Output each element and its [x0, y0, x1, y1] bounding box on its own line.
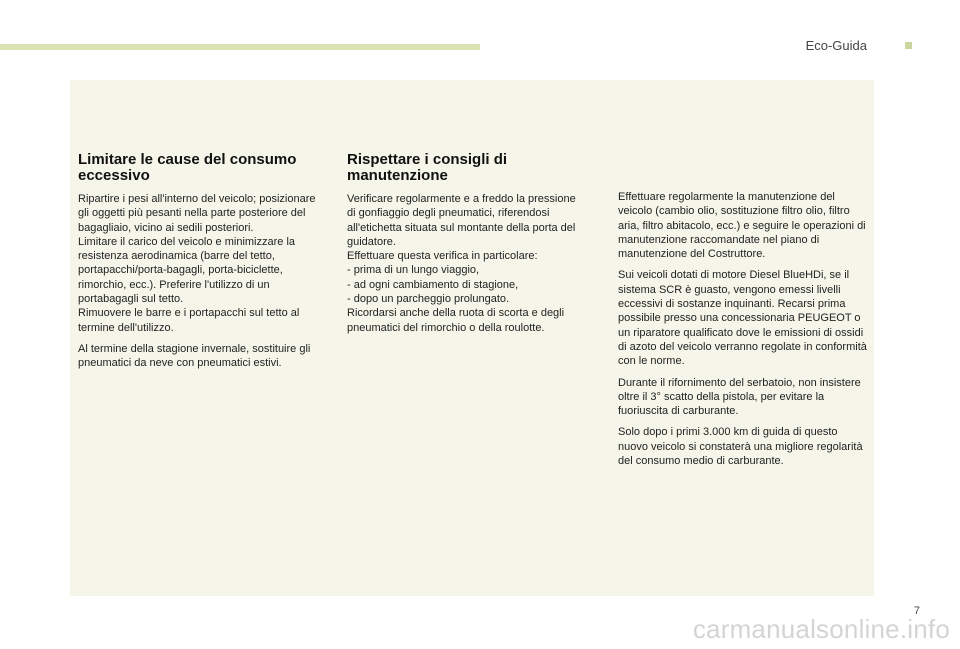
- text-refuelling: Durante il rifornimento del serbatoio, non insistere oltre il 3° scatto della pistola, per evitare la fuoriuscita di carburante.: [618, 376, 861, 418]
- header-accent-bar: [0, 44, 480, 50]
- text-break-in: Solo dopo i primi 3.000 km di guida di questo nuovo veicolo si constaterà una migliore regolarità del consumo medio di carburante.: [618, 426, 863, 468]
- heading-maintenance: Rispettare i consigli di manutenzione: [347, 151, 508, 184]
- paragraph: [78, 192, 328, 335]
- text-remove-bars: Rimuovere le barre e i portapacchi sul tetto al termine dell'utilizzo.: [78, 307, 300, 334]
- text-regular-service: Effettuare regolarmente la manutenzione del veicolo (cambio olio, sostituzione filtro olio, filtro aria, filtro abitacolo, ecc.) e seguire le operazioni di manutenzione raccomandate nel piano di manutenzione del Costruttore.: [618, 191, 866, 261]
- text-winter-tyres: Al termine della stagione invernale, sostituire gli pneumatici da neve con pneumatici estivi.: [78, 342, 311, 370]
- text-scr-system: Sui veicoli dotati di motore Diesel BlueHDi, se il sistema SCR è guasto, vengono emessi livelli eccessivi di sostanze inquinanti. Recarsi prima possibile presso una concessionaria PEUGEOT o un riparatore qualificato dove le emissioni di ossidi di azoto del veicolo verranno regolate in conformità con le norme.: [618, 269, 867, 368]
- list-item: - dopo un parcheggio prolungato.: [347, 293, 510, 306]
- text-check-when: Effettuare questa verifica in particolare:: [347, 250, 538, 263]
- heading-consumption: Limitare le cause del consumo eccessivo: [78, 151, 297, 184]
- paragraph: [347, 192, 579, 335]
- column-maintenance: [347, 152, 579, 342]
- text-spare-wheel: Ricordarsi anche della ruota di scorta e degli pneumatici del rimorchio o della roulotte.: [347, 307, 565, 334]
- text-weight-distribution: Ripartire i pesi all'interno del veicolo; posizionare gli oggetti più pesanti nella parte posteriore del bagagliaio, vicino ai sedili posteriori.: [78, 193, 316, 234]
- text-load-limit: Limitare il carico del veicolo e minimizzare la resistenza aerodinamica (barre del tetto, portapacchi/porta-bagagli, porta-biciclette, rimorchio, ecc.). Preferire l'utilizzo di un portabagagli sul tetto.: [78, 235, 296, 306]
- page-number: 7: [913, 605, 920, 617]
- content-panel: [70, 80, 874, 596]
- column-consumption: [78, 152, 328, 378]
- section-title: Eco-Guida: [805, 38, 867, 53]
- text-tyre-pressure: Verificare regolarmente e a freddo la pressione di gonfiaggio degli pneumatici, riferendosi all'etichetta situata sul montante della porta del guidatore.: [347, 193, 576, 248]
- list-item: - prima di un lungo viaggio,: [347, 264, 480, 277]
- list-item: - ad ogni cambiamento di stagione,: [347, 278, 519, 291]
- watermark: carmanualsonline.info: [692, 614, 950, 644]
- column-maintenance-continued: [618, 190, 868, 475]
- section-marker: [905, 42, 912, 49]
